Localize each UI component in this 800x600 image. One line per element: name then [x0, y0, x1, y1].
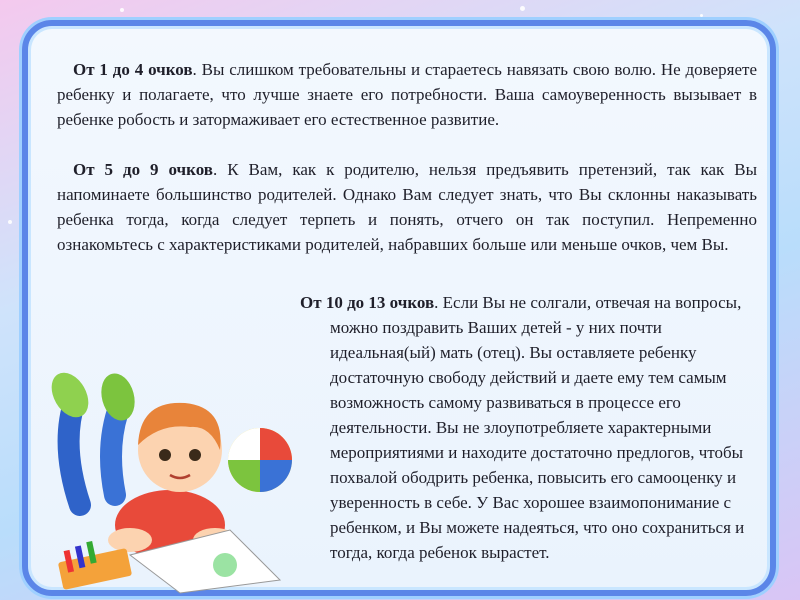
- child-drawing-illustration: [20, 355, 320, 595]
- score-range-label: От 10 до 13 очков: [300, 293, 435, 312]
- beach-ball-stripe: [260, 428, 292, 460]
- paragraph-1-4-points: [57, 57, 757, 132]
- child-shoe: [44, 366, 96, 424]
- book-drawing: [213, 553, 237, 577]
- child-shoe: [96, 370, 139, 425]
- sparkle: [520, 6, 525, 11]
- paragraph-text: . Если Вы не солгали, отвечая на вопросы, можно поздравить Ваших детей - у них почти идеальная(ый) мать (отец). Вы оставляете ребенку достаточную свободу действий и даете ему тем самым возможность самому развиваться в процессе его деятельности. Вы не злоупотребляете характерными мероприятиями и находите достаточно предлогов, чтобы похвалой ободрить ребенка, повысить его самооценку и уверенность в себе. У Вас хорошее взаимопонимание с ребенком, и Вы можете надеяться, что оно сохраниться и тогда, когда ребенок вырастет.: [330, 293, 745, 562]
- score-range-label: От 5 до 9 очков: [73, 160, 213, 179]
- sparkle: [8, 220, 12, 224]
- paragraph-text: . Вы слишком требовательны и стараетесь навязать свою волю. Не доверяете ребенку и полагаете, что лучше знаете его потребности. Ваша самоуверенность вызывает в ребенке робость и затормаживает его естественное развитие.: [57, 60, 757, 129]
- paragraph-text: . К Вам, как к родителю, нельзя предъявить претензий, так как Вы напоминаете большинство родителей. Однако Вам следует знать, что Вы склонны наказывать ребенка тогда, когда следует терпеть и понять, отчего он так поступил. Непременно ознакомьтесь с характеристиками родителей, набравших больше или меньше очков, чем Вы.: [57, 160, 757, 254]
- beach-ball-stripe: [228, 428, 260, 460]
- sparkle: [700, 14, 703, 17]
- child-arm: [108, 528, 152, 552]
- beach-ball-stripe: [260, 460, 292, 492]
- child-eye: [159, 449, 171, 461]
- child-eye: [189, 449, 201, 461]
- beach-ball-stripe: [228, 460, 260, 492]
- sparkle: [120, 8, 124, 12]
- score-range-label: От 1 до 4 очков: [73, 60, 193, 79]
- paragraph-5-9-points: [57, 157, 757, 257]
- paragraph-10-13-points: [300, 290, 760, 565]
